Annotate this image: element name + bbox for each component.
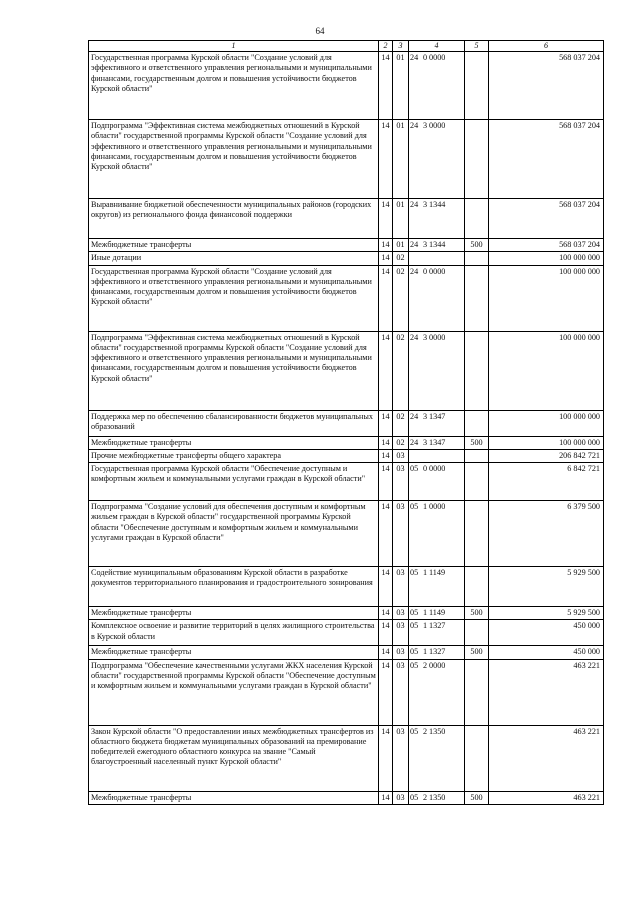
row-col-3: 01	[393, 120, 409, 199]
code-program: 05	[410, 621, 419, 631]
row-amount: 463 221	[489, 725, 604, 791]
row-col-5	[465, 410, 489, 436]
row-col-2: 14	[379, 659, 393, 725]
row-target-code	[409, 331, 465, 410]
code-subprogram: 3	[422, 332, 428, 342]
row-target-code	[409, 52, 465, 120]
row-amount: 450 000	[489, 620, 604, 646]
row-col-5	[465, 449, 489, 462]
row-col-3: 02	[393, 265, 409, 331]
table-row	[89, 265, 604, 331]
row-amount: 5 929 500	[489, 567, 604, 607]
code-direction: 1347	[429, 411, 446, 421]
code-subprogram: 1	[422, 647, 428, 657]
row-name: Прочие межбюджетные трансферты общего характера	[89, 449, 379, 462]
row-target-code	[409, 449, 465, 462]
row-target-code	[409, 567, 465, 607]
row-col-2: 14	[379, 463, 393, 501]
table-row	[89, 607, 604, 620]
code-direction: 0000	[429, 660, 446, 670]
row-name: Иные дотации	[89, 252, 379, 265]
row-col-2: 14	[379, 199, 393, 239]
code-direction: 1347	[429, 437, 446, 447]
row-col-3: 01	[393, 199, 409, 239]
row-name: Содействие муниципальным образованиям Курской области в разработке документов территориального планирования и градостроительного зонирования	[89, 567, 379, 607]
code-direction: 1350	[429, 726, 446, 736]
row-col-3: 02	[393, 252, 409, 265]
code-direction: 1327	[429, 621, 446, 631]
row-col-3: 03	[393, 449, 409, 462]
row-target-code	[409, 607, 465, 620]
row-name: Подпрограмма "Создание условий для обеспечения доступным и комфортным жильем граждан в Курской области" государственной программы Курской области "Обеспечение доступным и комфортным жильем и коммунальными услугами граждан в Курской области"	[89, 501, 379, 567]
code-subprogram: 3	[422, 200, 428, 209]
code-direction: 1327	[429, 647, 446, 657]
row-amount: 568 037 204	[489, 120, 604, 199]
table-header-row	[89, 41, 604, 52]
code-program: 05	[410, 568, 419, 577]
table-row	[89, 501, 604, 567]
row-amount: 568 037 204	[489, 52, 604, 120]
code-direction: 0000	[429, 464, 446, 473]
row-col-2: 14	[379, 52, 393, 120]
code-program: 05	[410, 608, 419, 617]
row-name: Государственная программа Курской области "Обеспечение доступным и комфортным жильем и коммунальными услугами граждан в Курской области"	[89, 463, 379, 501]
code-direction: 1149	[429, 608, 446, 617]
row-col-5	[465, 567, 489, 607]
row-name: Государственная программа Курской области "Создание условий для эффективного и ответственного управления региональными и муниципальными финансами, государственным долгом и повышения устойчивости бюджетов Курской области"	[89, 265, 379, 331]
header-col-1: 1	[89, 41, 379, 52]
table-row	[89, 436, 604, 449]
row-col-2: 14	[379, 331, 393, 410]
row-col-2: 14	[379, 620, 393, 646]
code-program: 24	[410, 200, 419, 209]
code-program: 24	[410, 411, 419, 421]
row-name: Комплексное освоение и развитие территорий в целях жилищного строительства в Курской области	[89, 620, 379, 646]
row-amount: 6 379 500	[489, 501, 604, 567]
row-col-2: 14	[379, 725, 393, 791]
code-program: 05	[410, 464, 419, 473]
row-target-code	[409, 791, 465, 804]
row-amount: 100 000 000	[489, 265, 604, 331]
row-col-3: 03	[393, 620, 409, 646]
row-col-5	[465, 463, 489, 501]
row-col-2: 14	[379, 607, 393, 620]
code-subprogram: 3	[422, 240, 428, 249]
code-direction: 1344	[429, 240, 446, 249]
header-col-5: 5	[465, 41, 489, 52]
code-subprogram: 1	[422, 621, 428, 631]
row-col-2: 14	[379, 449, 393, 462]
row-col-2: 14	[379, 436, 393, 449]
code-program: 05	[410, 647, 419, 657]
row-col-5	[465, 725, 489, 791]
row-amount: 463 221	[489, 659, 604, 725]
code-subprogram: 3	[422, 121, 428, 130]
code-direction: 1350	[429, 792, 446, 802]
table-row	[89, 239, 604, 252]
row-col-3: 03	[393, 607, 409, 620]
row-target-code	[409, 252, 465, 265]
code-subprogram: 2	[422, 726, 428, 736]
page-number: 64	[315, 26, 325, 36]
code-subprogram: 2	[422, 792, 428, 802]
row-col-2: 14	[379, 410, 393, 436]
code-direction: 0000	[429, 502, 446, 511]
row-amount: 100 000 000	[489, 252, 604, 265]
row-col-5	[465, 501, 489, 567]
row-col-2: 14	[379, 646, 393, 659]
row-col-5: 500	[465, 607, 489, 620]
table-row	[89, 331, 604, 410]
row-amount: 100 000 000	[489, 410, 604, 436]
code-subprogram: 1	[422, 568, 428, 577]
table-body	[89, 52, 604, 805]
code-direction: 1149	[429, 568, 446, 577]
row-col-3: 02	[393, 410, 409, 436]
code-subprogram: 2	[422, 660, 428, 670]
row-col-3: 03	[393, 646, 409, 659]
code-direction: 0000	[429, 53, 446, 62]
row-col-5: 500	[465, 436, 489, 449]
row-col-3: 03	[393, 501, 409, 567]
row-amount: 463 221	[489, 791, 604, 804]
row-col-3: 02	[393, 436, 409, 449]
header-col-6: 6	[489, 41, 604, 52]
table-row	[89, 567, 604, 607]
table-row	[89, 620, 604, 646]
row-col-5	[465, 331, 489, 410]
code-program: 24	[410, 121, 419, 130]
row-col-2: 14	[379, 120, 393, 199]
code-direction: 1344	[429, 200, 446, 209]
row-target-code	[409, 410, 465, 436]
row-name: Подпрограмма "Эффективная система межбюджетных отношений в Курской области" государственной программы Курской области "Создание условий для эффективного и ответственного управления региональными и муниципальными финансами, государственным долгом и повышения устойчивости бюджетов Курской области"	[89, 331, 379, 410]
row-amount: 568 037 204	[489, 199, 604, 239]
code-program: 24	[410, 240, 419, 249]
row-target-code	[409, 659, 465, 725]
row-amount: 6 842 721	[489, 463, 604, 501]
row-col-5: 500	[465, 791, 489, 804]
row-amount: 100 000 000	[489, 331, 604, 410]
table-row	[89, 463, 604, 501]
row-target-code	[409, 725, 465, 791]
row-col-3: 03	[393, 791, 409, 804]
header-col-3: 3	[393, 41, 409, 52]
row-target-code	[409, 120, 465, 199]
table-row	[89, 199, 604, 239]
row-col-2: 14	[379, 265, 393, 331]
row-amount: 5 929 500	[489, 607, 604, 620]
code-subprogram: 0	[422, 464, 428, 473]
row-name: Закон Курской области "О предоставлении иных межбюджетных трансфертов из областного бюджета бюджетам муниципальных образований на премирование победителей ежегодного областного конкурса на звание "Самый благоустроенный населенный пункт Курской области"	[89, 725, 379, 791]
row-col-3: 01	[393, 52, 409, 120]
row-name: Межбюджетные трансферты	[89, 791, 379, 804]
row-target-code	[409, 501, 465, 567]
code-program: 24	[410, 332, 419, 342]
code-program: 05	[410, 502, 419, 511]
row-col-3: 03	[393, 463, 409, 501]
table-row	[89, 449, 604, 462]
row-target-code	[409, 436, 465, 449]
row-col-2: 14	[379, 239, 393, 252]
row-col-3: 03	[393, 725, 409, 791]
row-target-code	[409, 239, 465, 252]
row-name: Выравнивание бюджетной обеспеченности муниципальных районов (городских округов) из регионального фонда финансовой поддержки	[89, 199, 379, 239]
row-col-5	[465, 265, 489, 331]
table-row	[89, 725, 604, 791]
code-subprogram: 1	[422, 608, 428, 617]
row-name: Межбюджетные трансферты	[89, 646, 379, 659]
row-target-code	[409, 199, 465, 239]
code-program: 24	[410, 53, 419, 62]
row-col-5	[465, 120, 489, 199]
code-program: 05	[410, 726, 419, 736]
code-direction: 0000	[429, 266, 446, 276]
code-subprogram: 1	[422, 502, 428, 511]
row-col-5: 500	[465, 239, 489, 252]
table-row	[89, 791, 604, 804]
row-amount: 568 037 204	[489, 239, 604, 252]
row-target-code	[409, 265, 465, 331]
table-row	[89, 659, 604, 725]
header-col-2: 2	[379, 41, 393, 52]
row-col-2: 14	[379, 501, 393, 567]
row-col-5	[465, 52, 489, 120]
row-col-2: 14	[379, 791, 393, 804]
row-target-code	[409, 620, 465, 646]
row-col-2: 14	[379, 567, 393, 607]
row-target-code	[409, 463, 465, 501]
code-direction: 0000	[429, 121, 446, 130]
row-amount: 100 000 000	[489, 436, 604, 449]
row-amount: 206 842 721	[489, 449, 604, 462]
row-name: Государственная программа Курской области "Создание условий для эффективного и ответственного управления региональными и муниципальными финансами, государственным долгом и повышения устойчивости бюджетов Курской области"	[89, 52, 379, 120]
table-row	[89, 120, 604, 199]
table-row	[89, 410, 604, 436]
code-program: 05	[410, 660, 419, 670]
header-col-4: 4	[409, 41, 465, 52]
row-name: Межбюджетные трансферты	[89, 607, 379, 620]
table-row	[89, 52, 604, 120]
code-program: 24	[410, 266, 419, 276]
code-program: 05	[410, 792, 419, 802]
row-col-5	[465, 620, 489, 646]
budget-table	[88, 40, 604, 805]
row-name: Подпрограмма "Эффективная система межбюджетных отношений в Курской области" государственной программы Курской области "Создание условий для эффективного и ответственного управления региональными и муниципальными финансами, государственным долгом и повышения устойчивости бюджетов Курской области"	[89, 120, 379, 199]
row-col-5	[465, 199, 489, 239]
row-col-2: 14	[379, 252, 393, 265]
table-row	[89, 646, 604, 659]
row-name: Межбюджетные трансферты	[89, 436, 379, 449]
table-row	[89, 252, 604, 265]
row-name: Подпрограмма "Обеспечение качественными услугами ЖКХ населения Курской области" государственной программы Курской области "Обеспечение доступным и комфортным жильем и коммунальными услугами граждан в Курской области"	[89, 659, 379, 725]
row-col-3: 02	[393, 331, 409, 410]
code-subprogram: 3	[422, 411, 428, 421]
row-name: Поддержка мер по обеспечению сбалансированности бюджетов муниципальных образований	[89, 410, 379, 436]
code-subprogram: 0	[422, 266, 428, 276]
code-subprogram: 3	[422, 437, 428, 447]
code-subprogram: 0	[422, 53, 428, 62]
row-col-3: 01	[393, 239, 409, 252]
code-program: 24	[410, 437, 419, 447]
row-col-5: 500	[465, 646, 489, 659]
row-col-3: 03	[393, 659, 409, 725]
row-name: Межбюджетные трансферты	[89, 239, 379, 252]
row-amount: 450 000	[489, 646, 604, 659]
row-target-code	[409, 646, 465, 659]
row-col-5	[465, 659, 489, 725]
code-direction: 0000	[429, 332, 446, 342]
row-col-3: 03	[393, 567, 409, 607]
row-col-5	[465, 252, 489, 265]
